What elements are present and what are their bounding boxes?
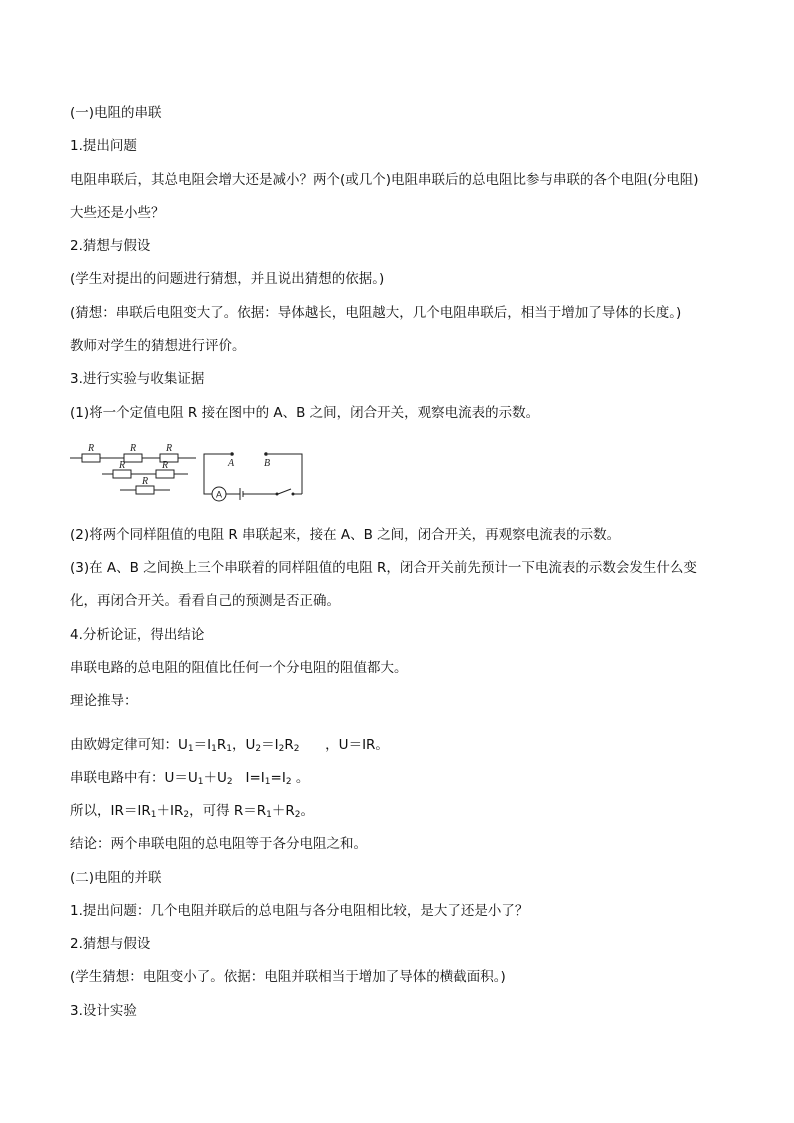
series-relations: 串联电路中有：$U=U_1+U_2$ $I=I_1=I_2$ 。: [70, 770, 310, 787]
derivation: 所以，$IR=IR_1+IR_2$，可得 $R=R_1+R_2$。: [70, 803, 314, 820]
so-prefix: 所以，: [70, 803, 111, 819]
step1-title: 1.提出问题: [70, 138, 137, 154]
ohm-prefix: 由欧姆定律可知：: [70, 737, 178, 753]
resistor-middle-1: [113, 470, 131, 478]
ammeter-label: A: [216, 489, 223, 500]
section1-heading: (一)电阻的串联: [70, 105, 162, 121]
ohm-law-equations: 由欧姆定律可知：$U_1=I_1R_1$，$U_2=I_2R_2$ ，U＝IR。: [70, 737, 389, 754]
step3-item3-a: (3)在 A、B 之间换上三个串联着的同样阻值的电阻 R，闭合开关前先预计一下电流表的示数会发生什么变: [70, 560, 697, 576]
label-point-a: A: [228, 458, 235, 469]
label-r-4: R: [119, 460, 126, 471]
step1-text-a: 电阻串联后，其总电阻会增大还是减小？两个(或几个)电阻串联后的总电阻比参与串联的各个电阻(分电阻): [70, 172, 699, 188]
step4-title: 4.分析论证，得出结论: [70, 627, 205, 643]
resistor-middle-2: [156, 470, 174, 478]
resistor-bottom: [136, 486, 154, 494]
step1-text-b: 大些还是小些？: [70, 205, 165, 221]
label-r-1: R: [88, 443, 95, 454]
switch-lever: [278, 489, 291, 494]
step4-conclusion: 串联电路的总电阻的阻值比任何一个分电阻的阻值都大。: [70, 660, 408, 676]
section2-step2-title: 2.猜想与假设: [70, 936, 151, 952]
label-r-5: R: [162, 460, 169, 471]
series-prefix: 串联电路中有：: [70, 770, 165, 786]
step2-guess: (猜想：串联后电阻变大了。依据：导体越长，电阻越大，几个电阻串联后，相当于增加了导体的长度。): [70, 305, 682, 321]
resistor-single: [82, 454, 100, 462]
step3-item2: (2)将两个同样阻值的电阻 R 串联起来，接在 A、B 之间，闭合开关，再观察电流表的示数。: [70, 527, 621, 543]
theory-title: 理论推导：: [70, 693, 138, 709]
label-r-6: R: [142, 476, 149, 487]
step3-item3-b: 化，再闭合开关。看看自己的预测是否正确。: [70, 593, 340, 609]
section2-step3-title: 3.设计实验: [70, 1003, 137, 1019]
label-r-2: R: [130, 443, 137, 454]
label-r-3: R: [166, 443, 173, 454]
step2-title: 2.猜想与假设: [70, 238, 151, 254]
resistor-series-1: [124, 454, 142, 462]
step2-eval: 教师对学生的猜想进行评价。: [70, 338, 246, 354]
series-result: 结论：两个串联电阻的总电阻等于各分电阻之和。: [70, 836, 367, 852]
section2-heading: (二)电阻的并联: [70, 870, 162, 886]
section2-step1: 1.提出问题：几个电阻并联后的总电阻与各分电阻相比较，是大了还是小了？: [70, 903, 529, 919]
step3-item1: (1)将一个定值电阻 R 接在图中的 A、B 之间，闭合开关，观察电流表的示数。: [70, 405, 540, 421]
step3-title: 3.进行实验与收集证据: [70, 371, 205, 387]
label-point-b: B: [264, 458, 271, 469]
section2-step2-note: (学生猜想：电阻变小了。依据：电阻并联相当于增加了导体的横截面积。): [70, 969, 506, 985]
circuit-diagram: [68, 440, 308, 504]
step2-note: (学生对提出的问题进行猜想，并且说出猜想的依据。): [70, 271, 385, 287]
